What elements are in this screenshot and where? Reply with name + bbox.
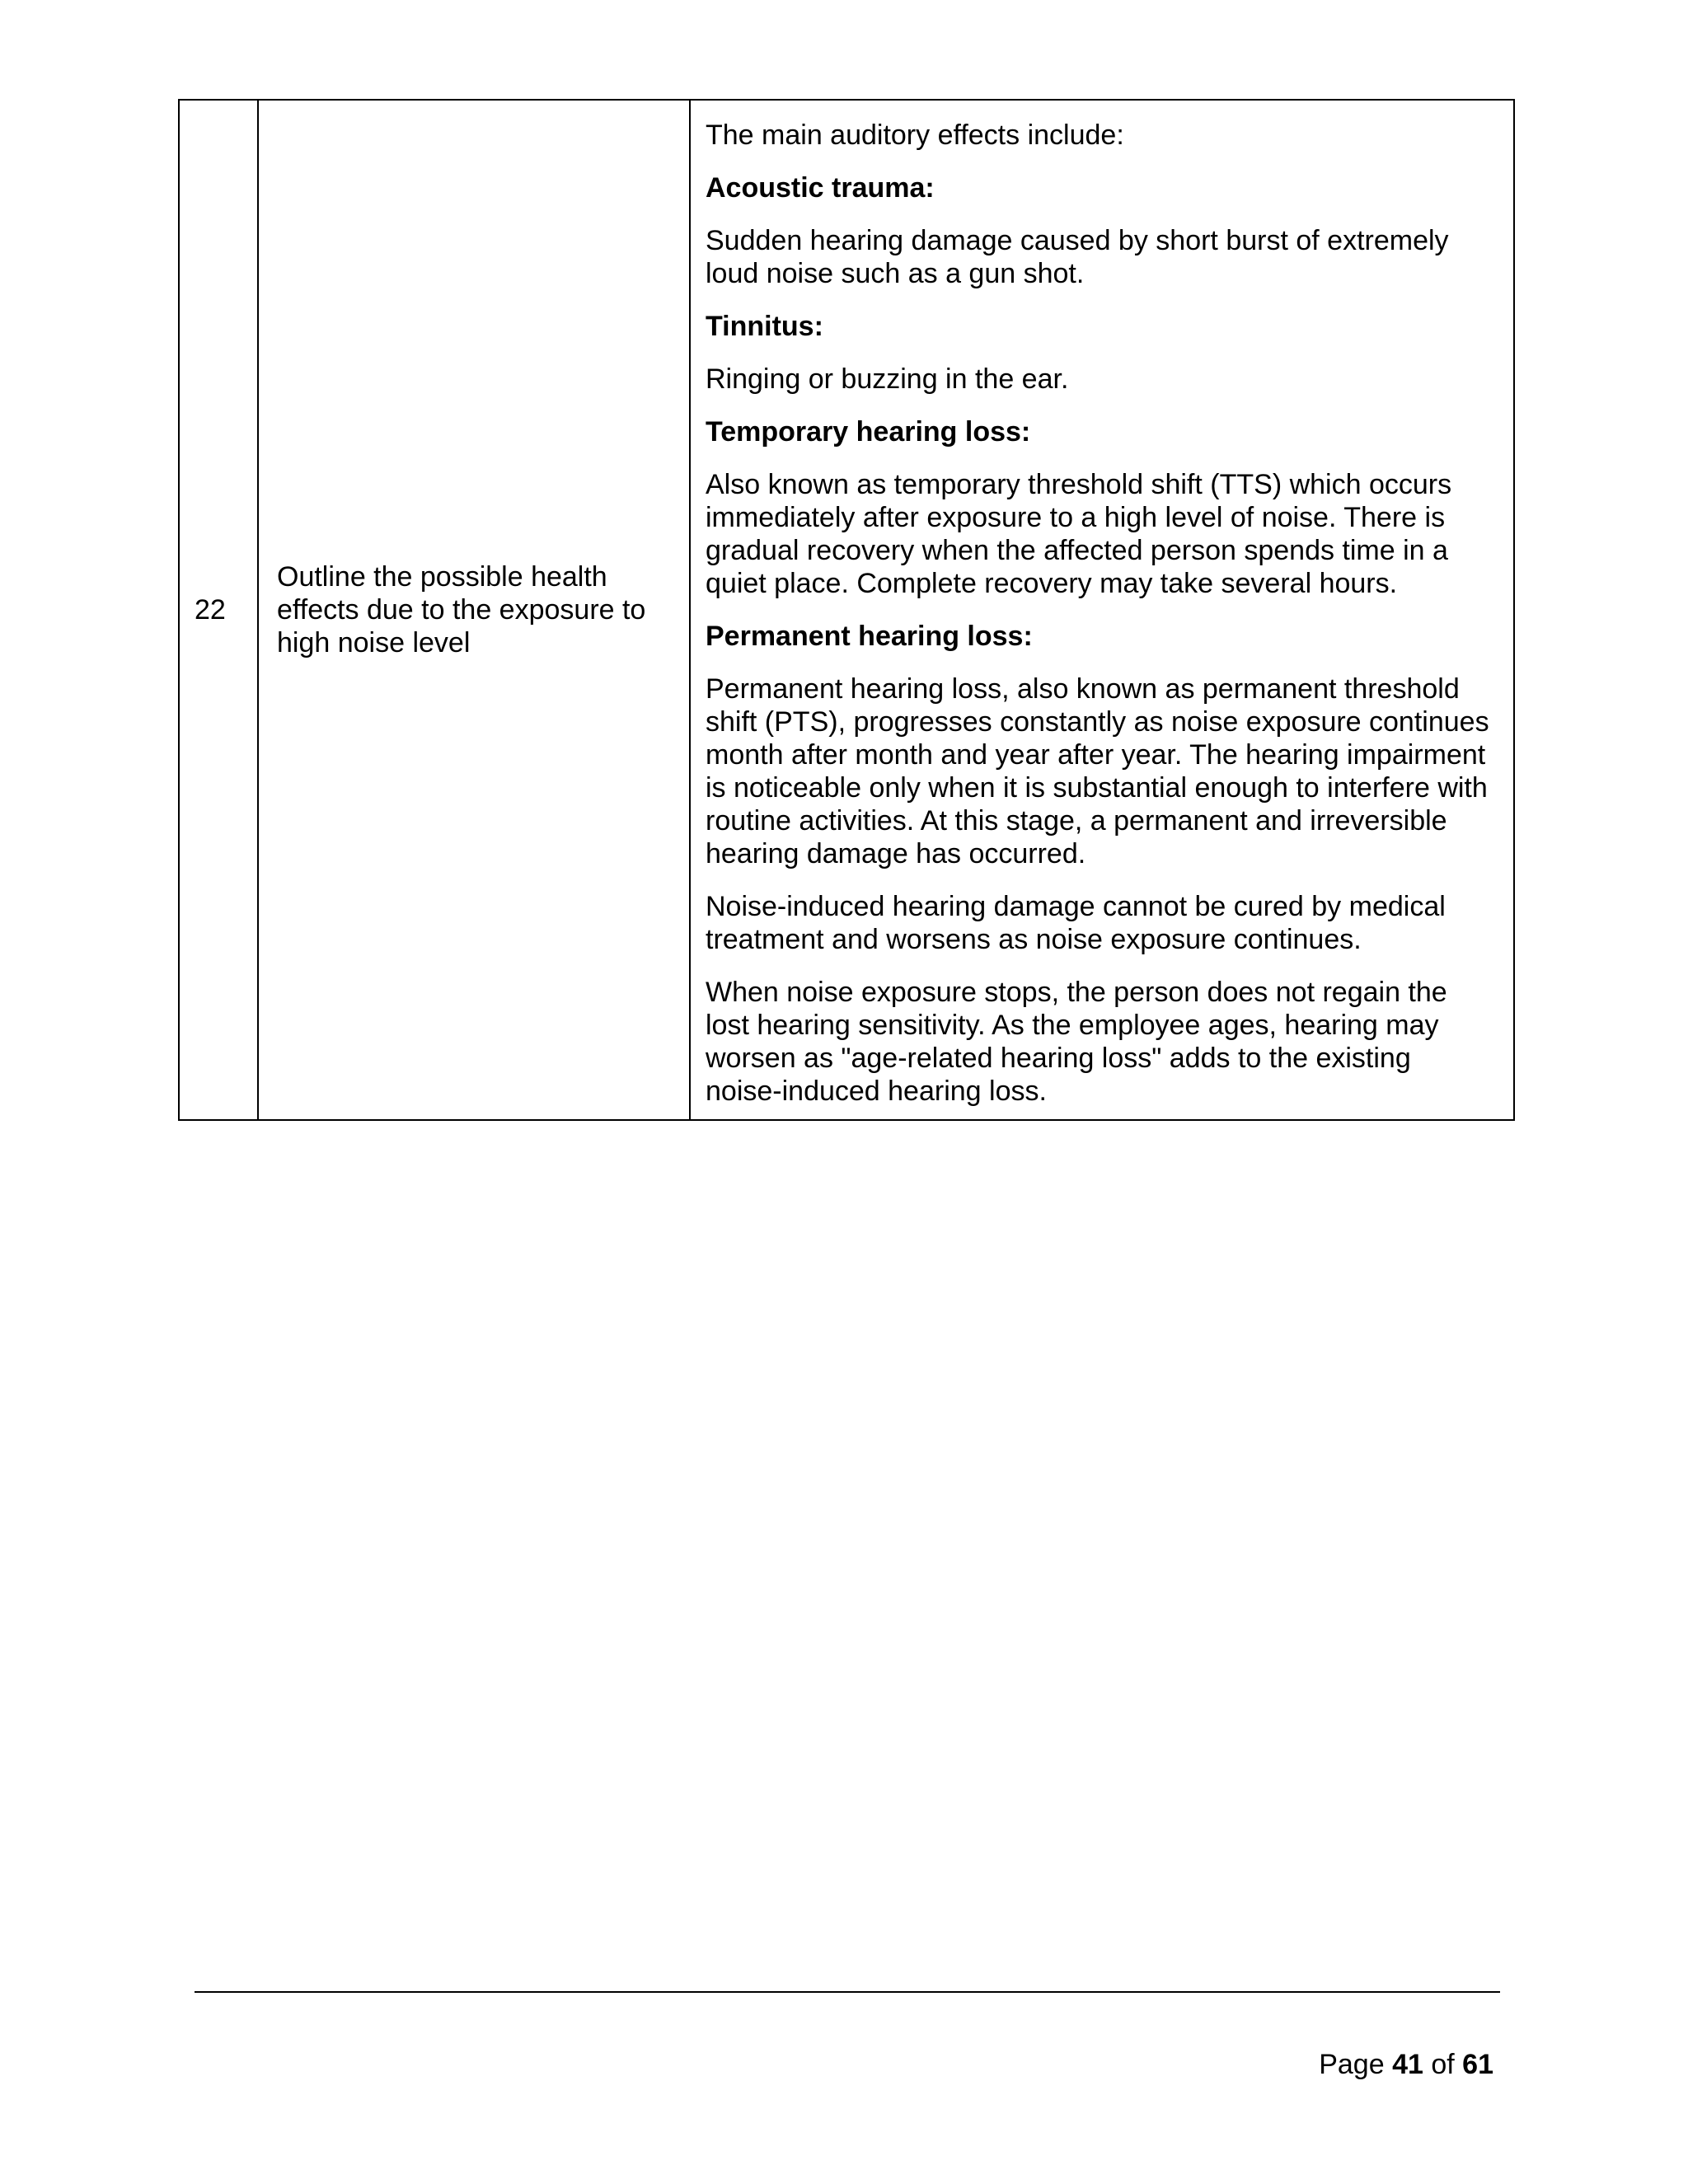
acoustic-trauma-heading: Acoustic trauma: bbox=[706, 172, 935, 204]
qa-table bbox=[178, 99, 1515, 1121]
footer-divider bbox=[195, 1991, 1500, 1993]
answer-cell bbox=[690, 100, 1514, 1120]
question-text: Outline the possible health effects due to the exposure to high noise level bbox=[258, 100, 690, 1120]
page-prefix: Page bbox=[1319, 2049, 1385, 2080]
page-of: of bbox=[1431, 2049, 1455, 2080]
answer-intro: The main auditory effects include: bbox=[706, 120, 1124, 151]
page-number bbox=[1319, 2048, 1493, 2081]
noise-induced-damage-text: Noise-induced hearing damage cannot be cured by medical treatment and worsens as noise exposure continues. bbox=[706, 891, 1446, 955]
table-row bbox=[179, 100, 1514, 1120]
page-total: 61 bbox=[1462, 2049, 1493, 2080]
row-number: 22 bbox=[179, 100, 258, 1120]
tinnitus-text: Ringing or buzzing in the ear. bbox=[706, 363, 1069, 395]
exposure-stops-text: When noise exposure stops, the person does not regain the lost hearing sensitivity. As the employee ages, hearing may worsen as "age-related hearing loss" adds to the existing noise-induced hearing loss. bbox=[706, 977, 1447, 1107]
permanent-hearing-loss-heading: Permanent hearing loss: bbox=[706, 621, 1033, 652]
tinnitus-heading: Tinnitus: bbox=[706, 311, 823, 342]
page-current: 41 bbox=[1392, 2049, 1423, 2080]
permanent-hearing-loss-text: Permanent hearing loss, also known as permanent threshold shift (PTS), progresses constantly as noise exposure continues month after month and year after year. The hearing impairment is noticeable only when it is substantial enough to interfere with routine activities. At this stage, a permanent and irreversible hearing damage has occurred. bbox=[706, 673, 1489, 869]
temporary-hearing-loss-text: Also known as temporary threshold shift (TTS) which occurs immediately after exposure to a high level of noise. There is gradual recovery when the affected person spends time in a quiet place. Complete recovery may take several hours. bbox=[706, 469, 1452, 599]
temporary-hearing-loss-heading: Temporary hearing loss: bbox=[706, 416, 1031, 448]
acoustic-trauma-text: Sudden hearing damage caused by short burst of extremely loud noise such as a gun shot. bbox=[706, 225, 1449, 289]
